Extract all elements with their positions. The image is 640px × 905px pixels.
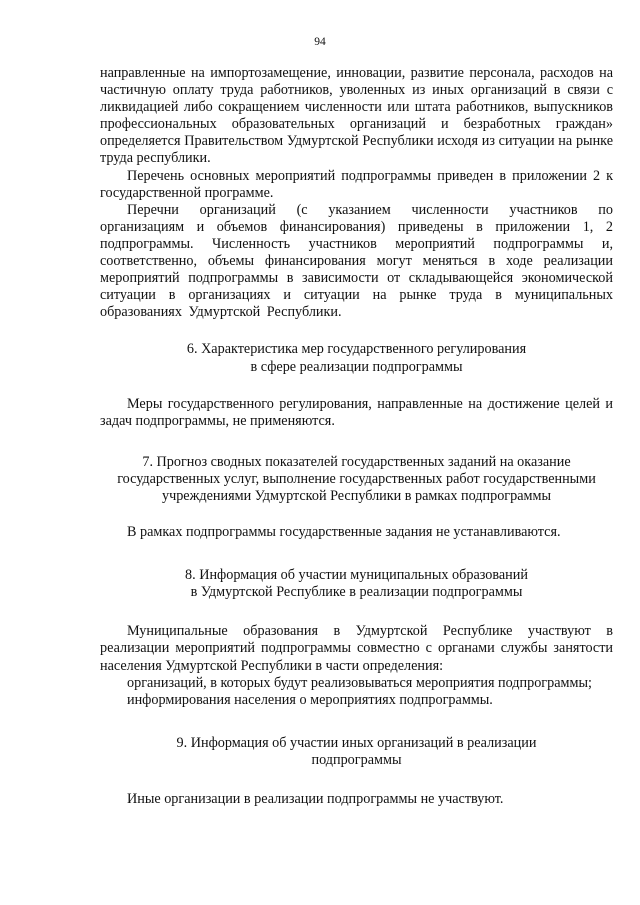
section-heading-6: 6. Характеристика мер государственного регулирования в сфере реализации подпрограммы [186,341,527,375]
paragraph-state-tasks: В рамках подпрограммы государственные задания не устанавливаются. [127,524,561,541]
document-body [100,65,613,808]
section-heading-7: 7. Прогноз сводных показателей государственных заданий на оказание государственных услуг, выполнение государственных работ государственными учреждениями Удмуртской Республики в рамках подпрограммы [117,453,596,504]
paragraph-continuation: направленные на импортозамещение, инновации, развитие персонала, расходов на частичную оплату труда работников, уволенных из иных организаций в связи с ликвидацией либо сокращением численности или штата работников, выпускников профессиональных образовательных организаций и безработных граждан» определяется Правительством Удмуртской Республики исходя из ситуации на рынке труда республики. [100,65,613,167]
list-item-organizations: организаций, в которых будут реализовываться мероприятия подпрограммы; [127,674,592,691]
page-number: 94 [314,36,326,48]
paragraph-regulation-measures: Меры государственного регулирования, направленные на достижение целей и задач подпрограммы, не применяются. [100,395,613,429]
list-item-informing: информирования населения о мероприятиях подпрограммы. [127,691,493,708]
section-heading-8: 8. Информация об участии муниципальных образований в Удмуртской Республике в реализации подпрограммы [185,567,528,601]
paragraph-other-organizations: Иные организации в реализации подпрограммы не участвуют. [127,791,504,807]
paragraph-measures-list: Перечень основных мероприятий подпрограммы приведен в приложении 2 к государственной программе. [100,167,613,201]
paragraph-municipal-participation: Муниципальные образования в Удмуртской Республике участвуют в реализации мероприятий подпрограммы совместно с органами службы занятости населения Удмуртской Республики в части определения: [100,623,613,674]
paragraph-organizations-lists: Перечни организаций (с указанием численности участников по организациям и объемов финансирования) приведены в приложении 1, 2 подпрограммы. Численность участников мероприятий подпрограммы и, соответственно, объемы финансирования могут меняться в ходе реализации мероприятий подпрограммы в зависимости от складывающейся экономической ситуации в организациях и ситуации на рынке труда в муниципальных образованиях Удмуртской Республики. [100,201,613,321]
section-heading-9: 9. Информация об участии иных организаций в реализации подпрограммы [176,734,537,768]
